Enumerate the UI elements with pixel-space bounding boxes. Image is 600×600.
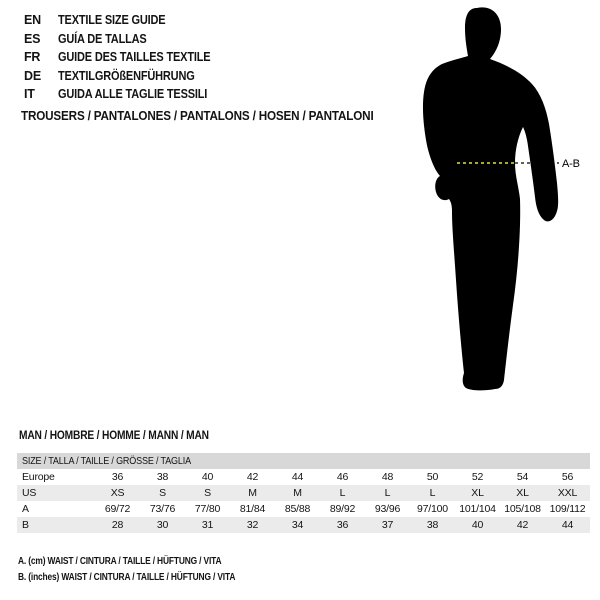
- man-silhouette-figure: [415, 0, 600, 420]
- size-cell: 105/108: [504, 503, 541, 515]
- size-cell: 44: [291, 471, 304, 483]
- size-cell: 81/84: [239, 503, 266, 515]
- language-row-it: [24, 85, 231, 104]
- size-cell: 89/92: [329, 503, 356, 515]
- size-cell: 85/88: [284, 503, 311, 515]
- size-cell: 44: [561, 519, 574, 531]
- size-cell: 28: [111, 519, 124, 531]
- size-cell: XS: [110, 487, 125, 499]
- size-cell: 93/96: [374, 503, 401, 515]
- man-silhouette: [423, 7, 558, 390]
- size-cell: 34: [291, 519, 304, 531]
- language-list: [24, 11, 231, 104]
- size-table-header-text: SIZE / TALLA / TAILLE / GRÖSSE / TAGLIA: [22, 455, 191, 467]
- size-cell: 30: [156, 519, 169, 531]
- language-row-fr: [24, 48, 231, 67]
- language-code: ES: [24, 31, 41, 46]
- size-cell: 36: [336, 519, 349, 531]
- size-cell: 52: [471, 471, 484, 483]
- size-cell: 42: [246, 471, 259, 483]
- size-cell: L: [384, 487, 391, 499]
- size-cell: 36: [111, 471, 124, 483]
- size-cell: 46: [336, 471, 349, 483]
- measure-label: A-B: [562, 158, 580, 170]
- row-label: Europe: [22, 471, 55, 483]
- size-cell: 38: [156, 471, 169, 483]
- size-cell: S: [204, 487, 211, 499]
- size-table-row-us: [17, 485, 590, 501]
- size-cell: XL: [471, 487, 484, 499]
- size-cell: 77/80: [194, 503, 221, 515]
- size-cell: 32: [246, 519, 259, 531]
- language-code: EN: [24, 13, 41, 27]
- size-cell: L: [339, 487, 346, 499]
- row-label: B: [22, 519, 29, 531]
- size-cell: XL: [516, 487, 529, 499]
- size-table-body: [17, 469, 590, 533]
- language-code: DE: [24, 68, 41, 83]
- section-title: [19, 428, 242, 442]
- size-cell: 31: [201, 519, 214, 531]
- size-cell: 69/72: [104, 503, 131, 515]
- category-title: [21, 108, 413, 123]
- size-cell: XXL: [557, 487, 578, 499]
- size-cell: 48: [381, 471, 394, 483]
- size-cell: 50: [426, 471, 439, 483]
- size-table: [17, 453, 590, 533]
- size-table-row-europe: [17, 469, 590, 485]
- footnote-a-text: A. (cm) WAIST / CINTURA / TAILLE / HÜFTUNG / VITA: [18, 555, 222, 567]
- size-cell: 42: [516, 519, 529, 531]
- language-row-es: [24, 30, 231, 49]
- language-row-en: [24, 11, 231, 30]
- language-code: IT: [24, 87, 35, 102]
- size-cell: 37: [381, 519, 394, 531]
- row-label: A: [22, 503, 29, 515]
- size-cell: 54: [516, 471, 529, 483]
- footnote-a: [18, 554, 290, 570]
- language-label: TEXTILE SIZE GUIDE: [58, 13, 166, 27]
- section-title-text: MAN / HOMBRE / HOMME / MANN / MAN: [19, 428, 209, 442]
- size-cell: 73/76: [149, 503, 176, 515]
- size-cell: 38: [426, 519, 439, 531]
- size-cell: 109/112: [549, 503, 586, 515]
- language-label: GUÍA DE TALLAS: [58, 31, 147, 46]
- size-cell: M: [293, 487, 302, 499]
- footnote-b-text: B. (inches) WAIST / CINTURA / TAILLE / HÜFTUNG / VITA: [18, 570, 236, 583]
- size-cell: L: [429, 487, 436, 499]
- footnote-b: [18, 570, 290, 586]
- size-table-row-a: [17, 501, 590, 517]
- size-table-header: [17, 453, 590, 469]
- size-cell: S: [159, 487, 166, 499]
- language-label: GUIDA ALLE TAGLIE TESSILI: [58, 87, 208, 102]
- size-table-row-b: [17, 517, 590, 533]
- size-cell: 40: [471, 519, 484, 531]
- man-silhouette-svg: [415, 0, 600, 420]
- language-label: TEXTILGRÖßENFÜHRUNG: [58, 68, 195, 83]
- size-cell: M: [248, 487, 257, 499]
- size-cell: 101/104: [459, 503, 496, 515]
- language-code: FR: [24, 50, 41, 65]
- category-title-text: TROUSERS / PANTALONES / PANTALONS / HOSEN / PANTALONI: [21, 108, 374, 123]
- size-cell: 97/100: [417, 503, 448, 515]
- footnotes: [18, 554, 290, 585]
- language-label: GUIDE DES TAILLES TEXTILE: [58, 50, 211, 65]
- size-cell: 40: [201, 471, 214, 483]
- size-cell: 56: [561, 471, 574, 483]
- row-label: US: [22, 487, 37, 499]
- language-row-de: [24, 67, 231, 86]
